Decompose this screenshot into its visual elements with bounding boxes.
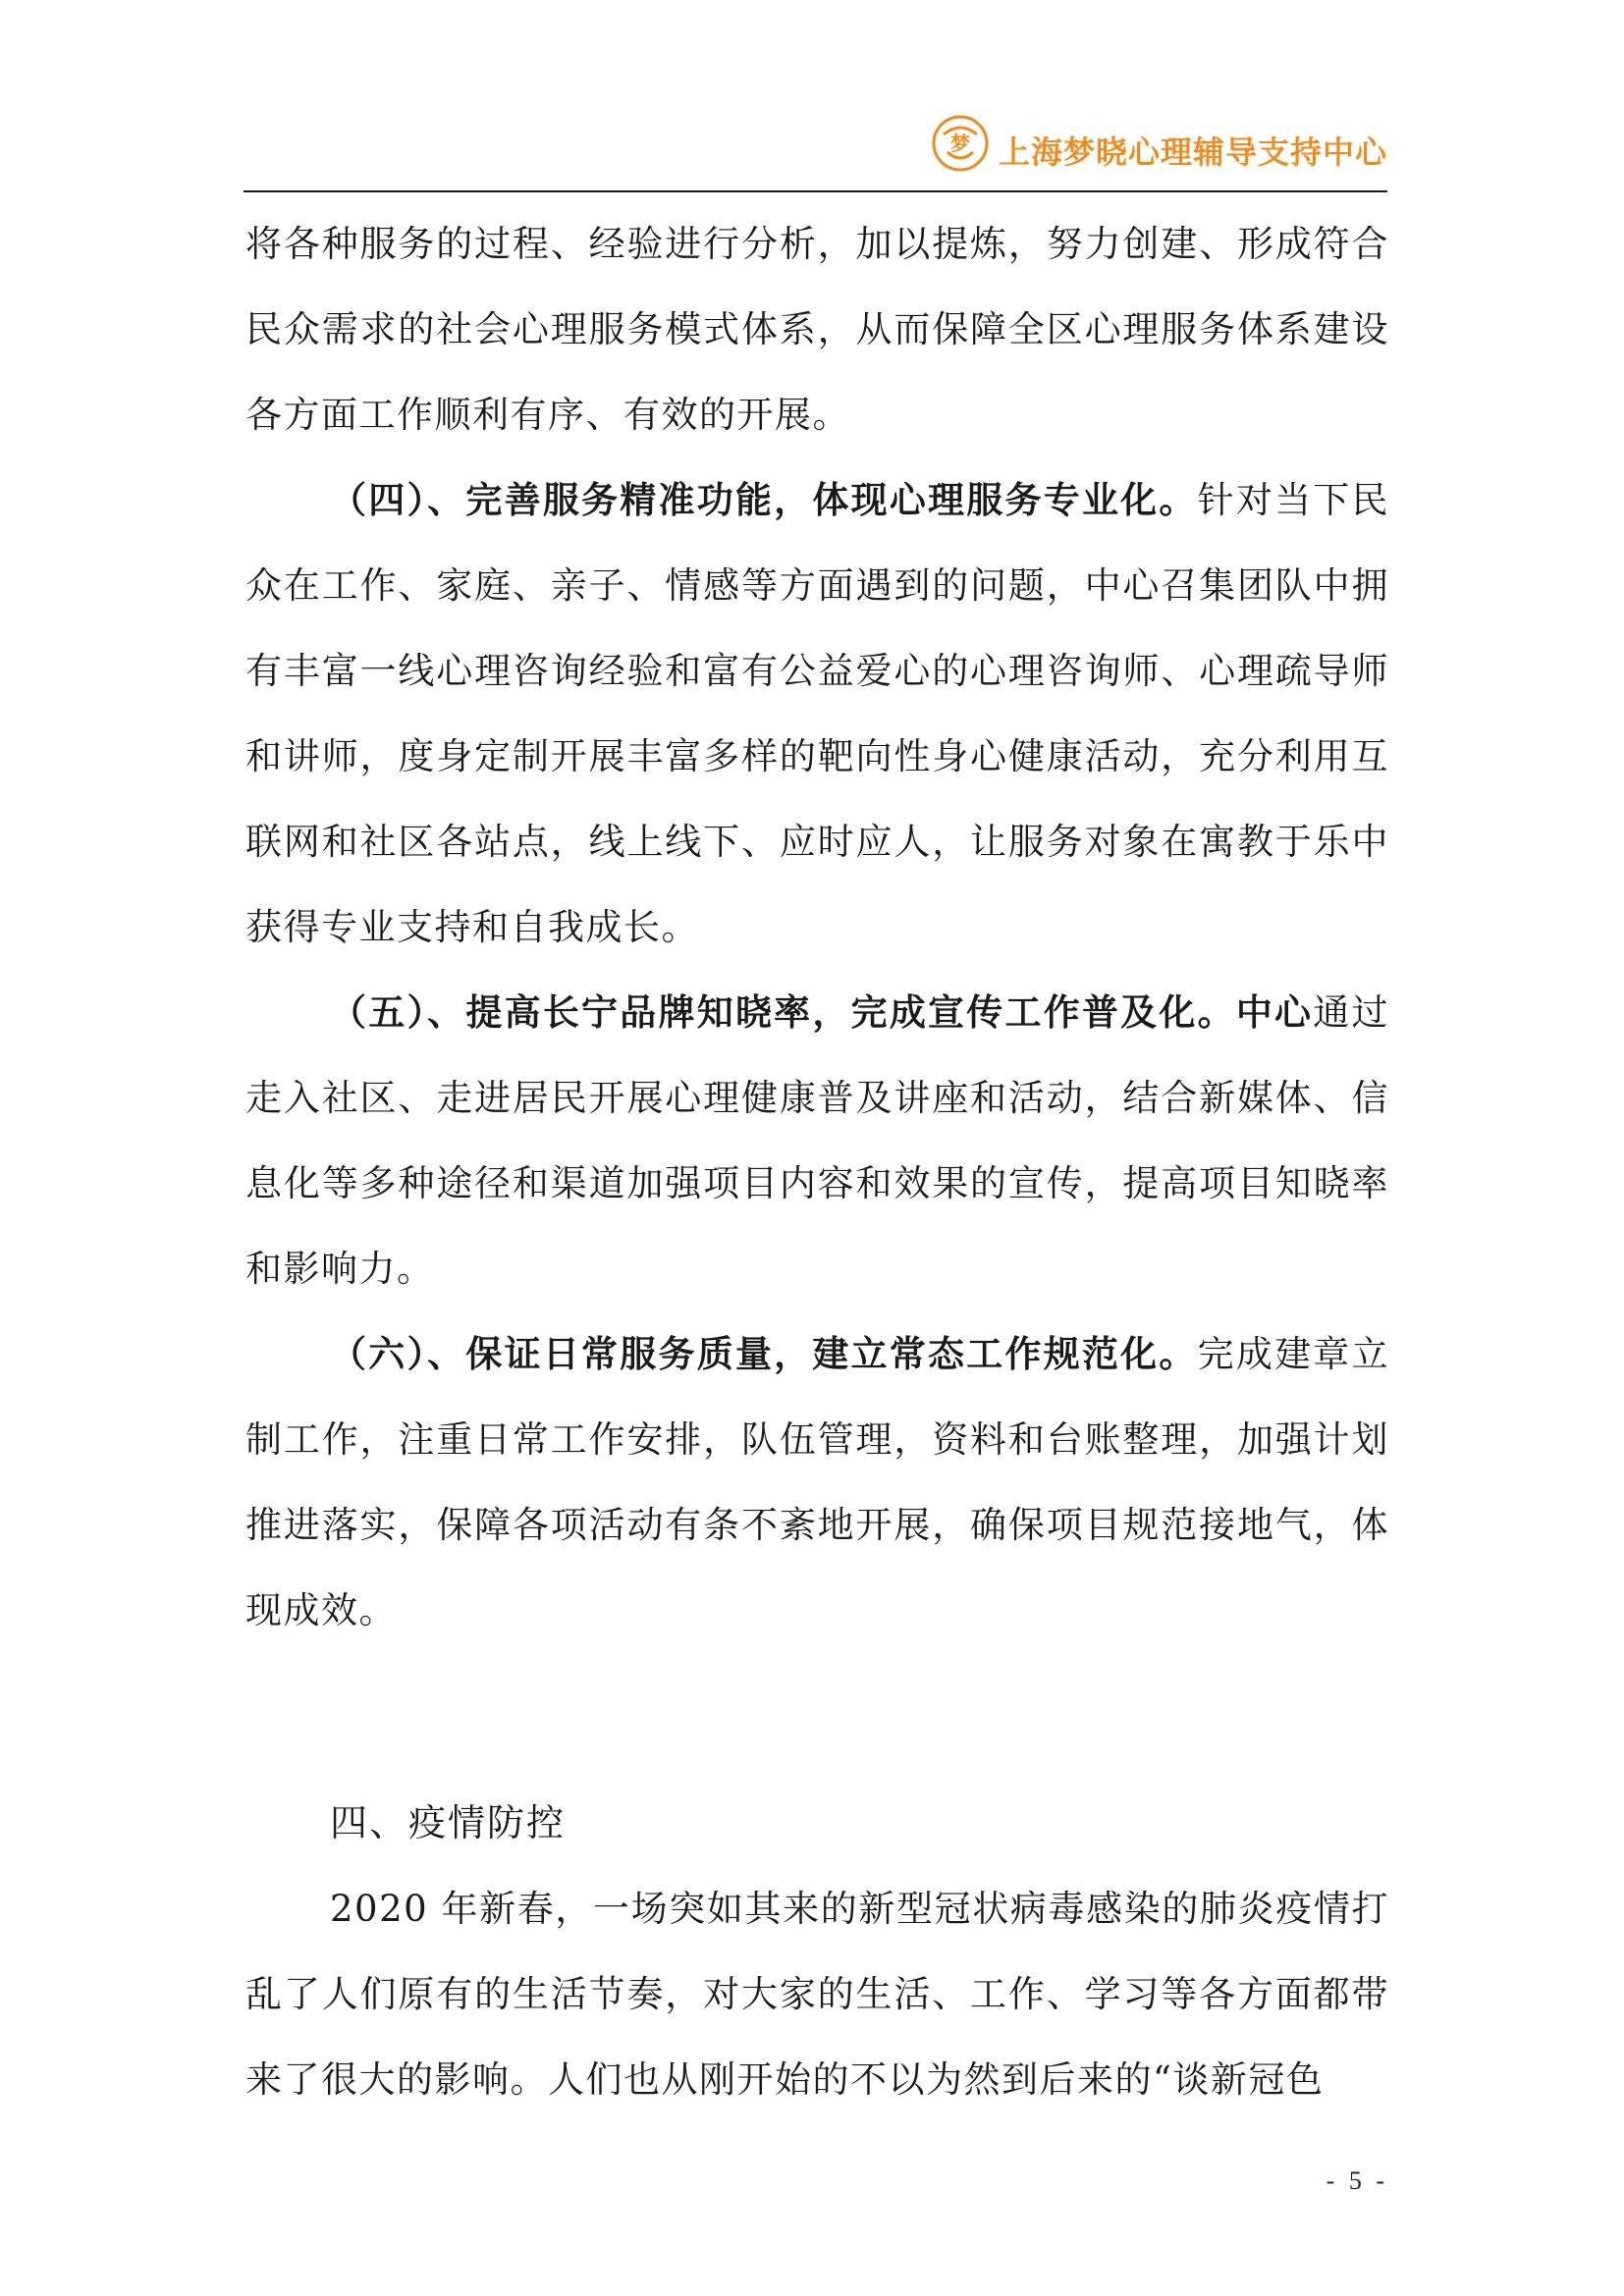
document-body — [245, 201, 1389, 2122]
header-logo — [930, 108, 1387, 179]
paragraph-section-6 — [245, 1311, 1389, 1653]
page-header — [244, 108, 1387, 188]
paragraph-intro: 将各种服务的过程、经验进行分析，加以提炼，努力创建、形成符合民众需求的社会心理服务模式体系，从而保障全区心理服务体系建设各方面工作顺利有序、有效的开展。 — [245, 223, 1389, 436]
paragraph-heading-6: （六）、保证日常服务质量，建立常态工作规范化。 — [330, 1332, 1198, 1375]
paragraph-section-5 — [245, 970, 1389, 1311]
svg-text:梦: 梦 — [949, 132, 970, 155]
paragraph-epidemic: 2020 年新春，一场突如其来的新型冠状病毒感染的肺炎疫情打乱了人们原有的生活节奏，对大家的生活、工作、学习等各方面都带来了很大的影响。人们也从刚开始的不以为然到后来的“谈新冠色 — [245, 1888, 1389, 2101]
paragraph-body-4: 针对当下民众在工作、家庭、亲子、情感等方面遇到的问题，中心召集团队中拥有丰富一线心理咨询经验和富有公益爱心的心理咨询师、心理疏导师和讲师，度身定制开展丰富多样的靶向性身心健康活动，充分利用互联网和社区各站点，线上线下、应时应人，让服务对象在寓教于乐中获得专业支持和自我成长。 — [245, 479, 1390, 948]
paragraph-heading-5: （五）、提高长宁品牌知晓率，完成宣传工作普及化。中心 — [330, 990, 1314, 1034]
section-spacer — [245, 1653, 1389, 1781]
paragraph-body-5: 通过走入社区、走进居民开展心理健康普及讲座和活动，结合新媒体、信息化等多种途径和渠道加强项目内容和效果的宣传，提高项目知晓率和影响力。 — [245, 991, 1390, 1290]
paragraph-body-6: 完成建章立制工作，注重日常工作安排，队伍管理，资料和台账整理，加强计划推进落实，保障各项活动有条不紊地开展，确保项目规范接地气，体现成效。 — [245, 1333, 1390, 1631]
paragraph-section-4 — [245, 457, 1389, 970]
header-divider — [244, 190, 1387, 192]
page-number: - 5 - — [1326, 2166, 1388, 2195]
organization-logo-icon — [930, 113, 991, 174]
organization-name: 上海梦晓心理辅导支持中心 — [998, 133, 1387, 171]
paragraph-heading-4: （四）、完善服务精准功能，体现心理服务专业化。 — [330, 478, 1198, 521]
section-heading: 四、疫情防控 — [330, 1801, 567, 1844]
